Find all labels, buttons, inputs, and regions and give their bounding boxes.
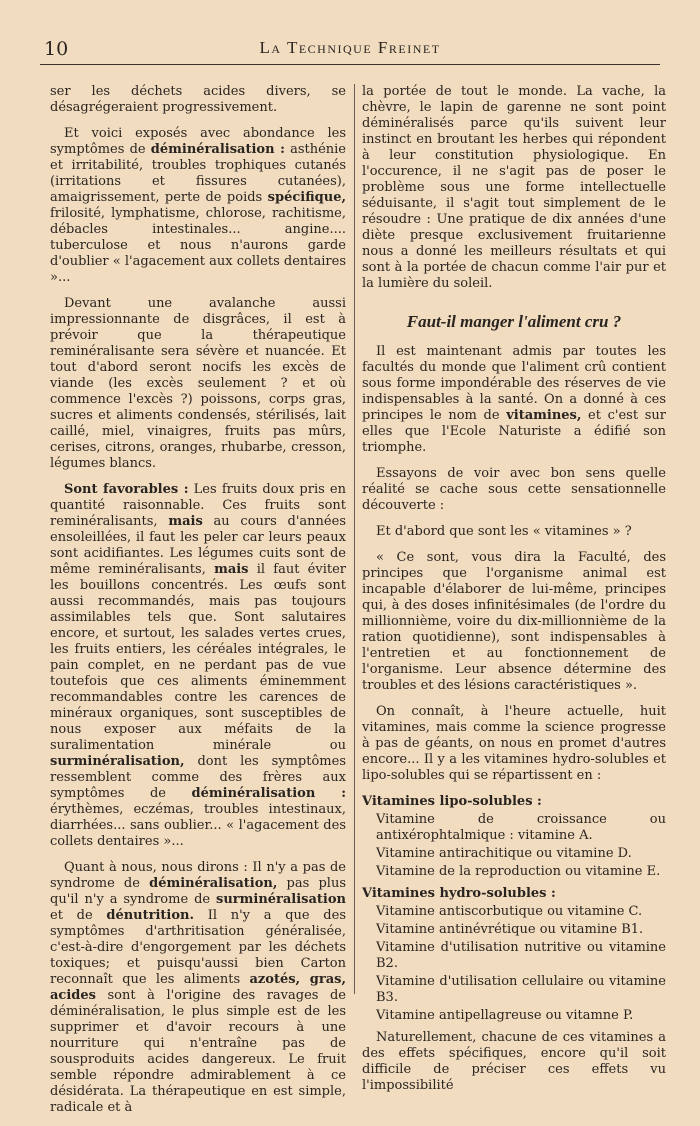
list-item: Vitamine antiscorbutique ou vitamine C. — [376, 904, 643, 919]
lipo-list-title: Vitamines lipo-solubles : — [362, 794, 542, 809]
list-item: Vitamine de la reproduction ou vitamine E. — [376, 864, 661, 879]
list-item: Vitamine antipellagreuse ou vitamne P. — [376, 1008, 634, 1023]
running-title: La Technique Freinet — [259, 38, 441, 57]
left-paragraph-5: Quant à nous, nous dirons : Il n'y a pas de syndrome de déminéralisation, pas plus qu'il n'y a syndrome de surminéralisation et de dénutrition. Il n'y a que des symptômes d'arthritisation généralisée, c'est-à-dire d'engorgement par les déchets toxiques; et puisqu'aussi bien Carton reconnaît que les aliments azotés, gras, acides sont à l'origine des ravages de déminéralisation, le plus simple est de les supprimer et d'avoir recours à une nourriture qui n'entraîne pas de sousproduits acides dangereux. Le fruit semble répondre admirablement à ce désidérata. La thérapeutique en est simple, radicale et à — [50, 860, 346, 1115]
right-paragraph-2: Il est maintenant admis par toutes les facultés du monde que l'aliment crû contient sous forme impondérable des réserves de vie indispensables à la santé. On a donné à ces principes le nom de vitamines, et c'est sur elles que l'Ecole Naturiste a édifié son triomphe. — [362, 344, 666, 455]
left-column — [50, 84, 346, 1126]
right-paragraph-5: « Ce sont, vous dira la Faculté, des principes que l'organisme animal est incapable d'élaborer de lui-même, principes qui, à des doses infinitésimales (de l'ordre du millionnième, voire du dix-millionnième de la ration quotidienne), sont indispensables à l'entretien et au fonctionnement de l'organisme. Leur absence détermine des troubles et des lésions caractéristiques ». — [362, 550, 666, 693]
right-paragraph-4: Et d'abord que sont les « vitamines » ? — [376, 524, 632, 539]
right-column — [362, 84, 666, 1104]
right-paragraph-7: Naturellement, chacune de ces vitamines a des effets spécifiques, encore qu'il soit difficile de préciser ces effets vu l'impossibilité — [362, 1030, 666, 1093]
left-paragraph-3: Devant une avalanche aussi impressionnante de disgrâces, il est à prévoir que la thérapeutique reminéralisante sera sévère et nuancée. Et tout d'abord seront nocifs les excès de viande (les excès seulement ? et où commence l'excès ?) poissons, corps gras, sucres et aliments condensés, stérilisés, lait caillé, miel, vinaigres, fruits pas mûrs, cerises, citrons, oranges, rhubarbe, cresson, légumes blancs. — [50, 296, 346, 471]
column-divider — [354, 84, 355, 994]
section-title: Faut-il manger l'aliment cru ? — [406, 312, 622, 331]
lipo-list — [362, 812, 666, 880]
right-paragraph-3: Essayons de voir avec bon sens quelle réalité se cache sous cette sensationnelle découverte : — [362, 466, 666, 513]
list-item: Vitamine d'utilisation nutritive ou vitamine B2. — [376, 940, 666, 971]
page-number: 10 — [44, 38, 69, 60]
page-header — [40, 36, 660, 65]
list-item: Vitamine de croissance ou antixérophtalmique : vitamine A. — [376, 812, 666, 843]
hydro-list-title: Vitamines hydro-solubles : — [362, 886, 556, 901]
right-paragraph-6: On connaît, à l'heure actuelle, huit vitamines, mais comme la science progresse à pas de géants, on nous en promet d'autres encore... Il y a les vitamines hydro-solubles et lipo-solubles qui se répartissent en : — [362, 704, 666, 783]
left-paragraph-4: Sont favorables : Les fruits doux pris en quantité raisonnable. Ces fruits sont reminéralisants, mais au cours d'années ensoleillées, il faut les peler car leurs peaux sont acidifiantes. Les légumes cuits sont de même reminéralisants, mais il faut éviter les bouillons concentrés. Les œufs sont aussi recommandés, mais pas toujours assimilables tels que. Sont salutaires encore, et surtout, les salades vertes crues, les fruits entiers, les céréales intégrales, le pain complet, en ne perdant pas de vue toutefois que ces aliments éminemment recommandables contre les carences de minéraux organiques, sont susceptibles de nous exposer aux méfaits de la suralimentation minérale ou surminéralisation, dont les symptômes ressemblent comme des frères aux symptômes de déminéralisation : érythèmes, eczémas, troubles intestinaux, diarrhées... sans oublier... « l'agacement des collets dentaires »... — [50, 482, 347, 849]
list-item: Vitamine antinévrétique ou vitamine B1. — [376, 922, 644, 937]
hydro-list — [362, 904, 666, 1024]
right-paragraph-1: la portée de tout le monde. La vache, la chèvre, le lapin de garenne ne sont point déminéralisés parce qu'ils suivent leur instinct en broutant les herbes qui répondent à leur constitution physiologique. En l'occurence, il ne s'agit pas de poser le problème sous une forme intellectuelle séduisante, il s'agit tout simplement de le résoudre : Une pratique de dix années d'une diète presque exclusivement fruitarienne nous a donné les meilleurs résultats et qui sont à la portée de chacun comme l'air pur et la lumière du soleil. — [362, 84, 666, 291]
left-paragraph-2: Et voici exposés avec abondance les symptômes de déminéralisation : asthénie et irritabilité, troubles trophiques cutanés (irritations et fissures cutanées), amaigrissement, perte de poids spécifique, frilosité, lymphatisme, chlorose, rachitisme, débacles intestinales... angine.... tuberculose et nous n'aurons garde d'oublier « l'agacement aux collets dentaires »... — [50, 126, 347, 285]
left-paragraph-1: ser les déchets acides divers, se désagrégeraient progressivement. — [50, 84, 346, 115]
list-item: Vitamine antirachitique ou vitamine D. — [376, 846, 632, 861]
list-item: Vitamine d'utilisation cellulaire ou vitamine B3. — [376, 974, 666, 1005]
